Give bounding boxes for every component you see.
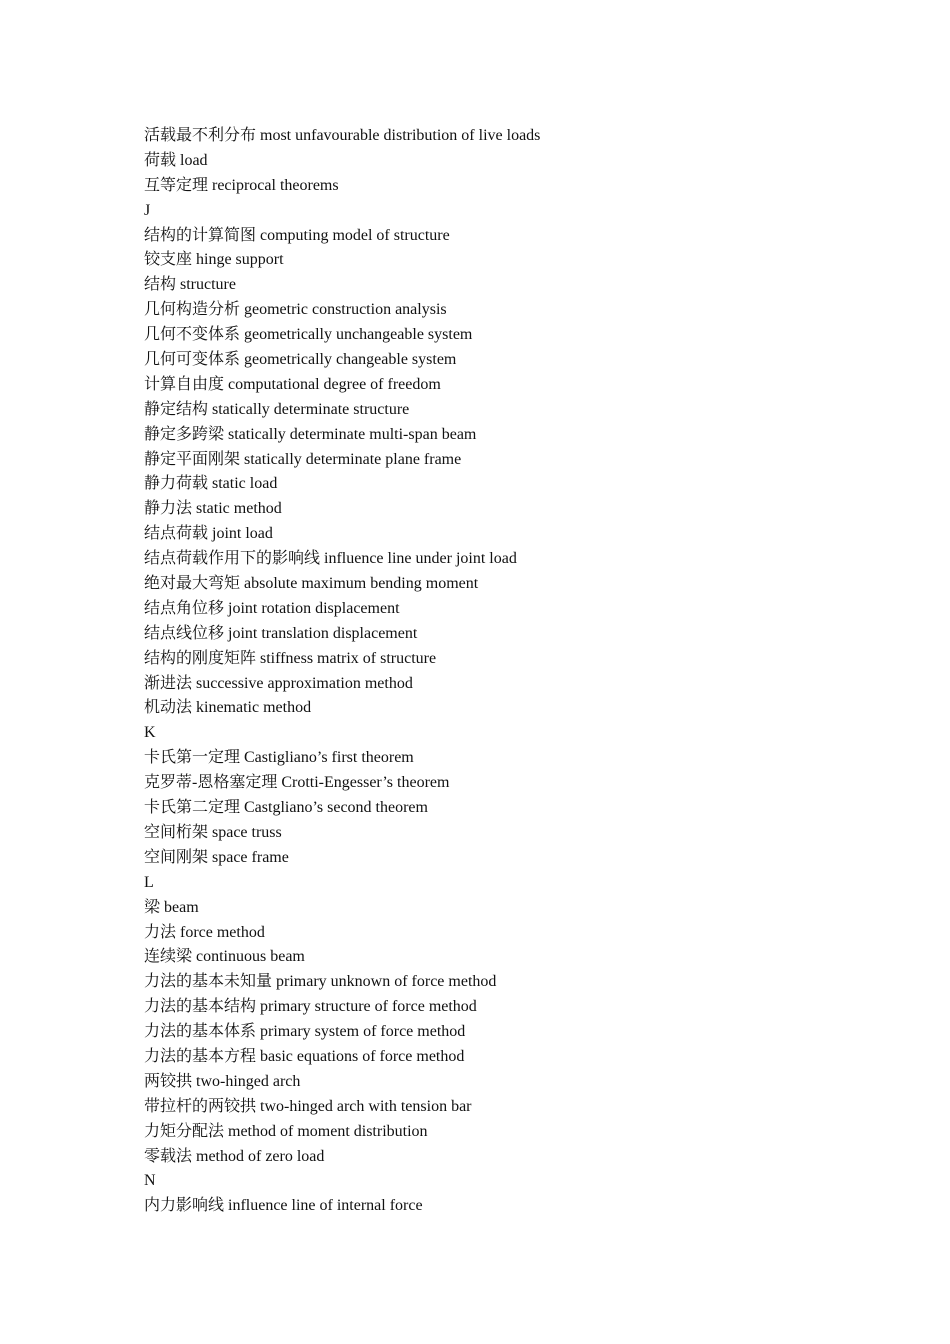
glossary-entry: 渐进法 successive approximation method bbox=[144, 674, 413, 692]
glossary-entry: 活载最不利分布 most unfavourable distribution of live loads bbox=[144, 127, 541, 144]
glossary-entry: 机动法 kinematic method bbox=[144, 699, 312, 717]
glossary-entry: 卡氏第二定理 Castgliano’s second theorem bbox=[144, 799, 428, 817]
glossary-entry: 结点角位移 joint rotation displacement bbox=[144, 599, 400, 617]
glossary-entry: 连续梁 continuous beam bbox=[144, 948, 305, 966]
glossary-entry: 力法的基本结构 primary structure of force method bbox=[144, 998, 477, 1016]
glossary-entry: 力法的基本未知量 primary unknown of force method bbox=[144, 973, 497, 991]
glossary-entry: 绝对最大弯矩 absolute maximum bending moment bbox=[144, 575, 479, 593]
glossary-entry: 结点荷载作用下的影响线 influence line under joint load bbox=[144, 550, 517, 568]
glossary-entry: 力矩分配法 method of moment distribution bbox=[144, 1122, 428, 1140]
glossary-entry: 力法 force method bbox=[144, 923, 265, 941]
glossary-entry: 结构 structure bbox=[144, 276, 236, 294]
section-letter: N bbox=[144, 1172, 156, 1190]
glossary-entry: 空间刚架 space frame bbox=[144, 848, 289, 866]
glossary-entry: 结点线位移 joint translation displacement bbox=[144, 624, 418, 642]
glossary-entry: 两铰拱 two-hinged arch bbox=[144, 1072, 301, 1090]
glossary-entry: 静定结构 statically determinate structure bbox=[144, 400, 410, 418]
glossary-entry: 几何可变体系 geometrically changeable system bbox=[144, 351, 457, 369]
glossary-entry: 空间桁架 space truss bbox=[144, 823, 282, 841]
glossary-entry: 互等定理 reciprocal theorems bbox=[144, 176, 339, 194]
glossary-entry: 力法的基本体系 primary system of force method bbox=[144, 1023, 466, 1041]
glossary-entry: 卡氏第一定理 Castigliano’s first theorem bbox=[144, 749, 414, 767]
section-letter: J bbox=[144, 201, 151, 219]
glossary-entry: 荷载 load bbox=[144, 151, 208, 169]
glossary-entry: 克罗蒂-恩格塞定理 Crotti-Engesser’s theorem bbox=[144, 774, 450, 792]
glossary-entry: 带拉杆的两铰拱 two-hinged arch with tension bar bbox=[144, 1097, 472, 1115]
glossary-entry: 铰支座 hinge support bbox=[144, 251, 284, 269]
glossary-entry: 几何不变体系 geometrically unchangeable system bbox=[144, 326, 473, 344]
glossary-entry: 结构的计算简图 computing model of structure bbox=[144, 226, 450, 244]
glossary-entry: 零载法 method of zero load bbox=[144, 1147, 325, 1165]
section-letter: K bbox=[144, 724, 156, 742]
glossary-list bbox=[144, 124, 844, 1219]
glossary-entry: 几何构造分析 geometric construction analysis bbox=[144, 301, 447, 319]
glossary-entry: 静力法 static method bbox=[144, 500, 282, 518]
glossary-entry: 梁 beam bbox=[144, 898, 199, 916]
glossary-entry: 结构的刚度矩阵 stiffness matrix of structure bbox=[144, 649, 437, 667]
glossary-entry: 结点荷载 joint load bbox=[144, 525, 273, 543]
section-letter: L bbox=[144, 873, 154, 891]
glossary-entry: 静定平面刚架 statically determinate plane frame bbox=[144, 450, 462, 468]
glossary-entry: 内力影响线 influence line of internal force bbox=[144, 1197, 423, 1215]
glossary-entry: 计算自由度 computational degree of freedom bbox=[144, 375, 441, 393]
glossary-entry: 静定多跨梁 statically determinate multi-span beam bbox=[144, 425, 477, 443]
glossary-entry: 静力荷载 static load bbox=[144, 475, 278, 493]
glossary-entry: 力法的基本方程 basic equations of force method bbox=[144, 1047, 465, 1065]
